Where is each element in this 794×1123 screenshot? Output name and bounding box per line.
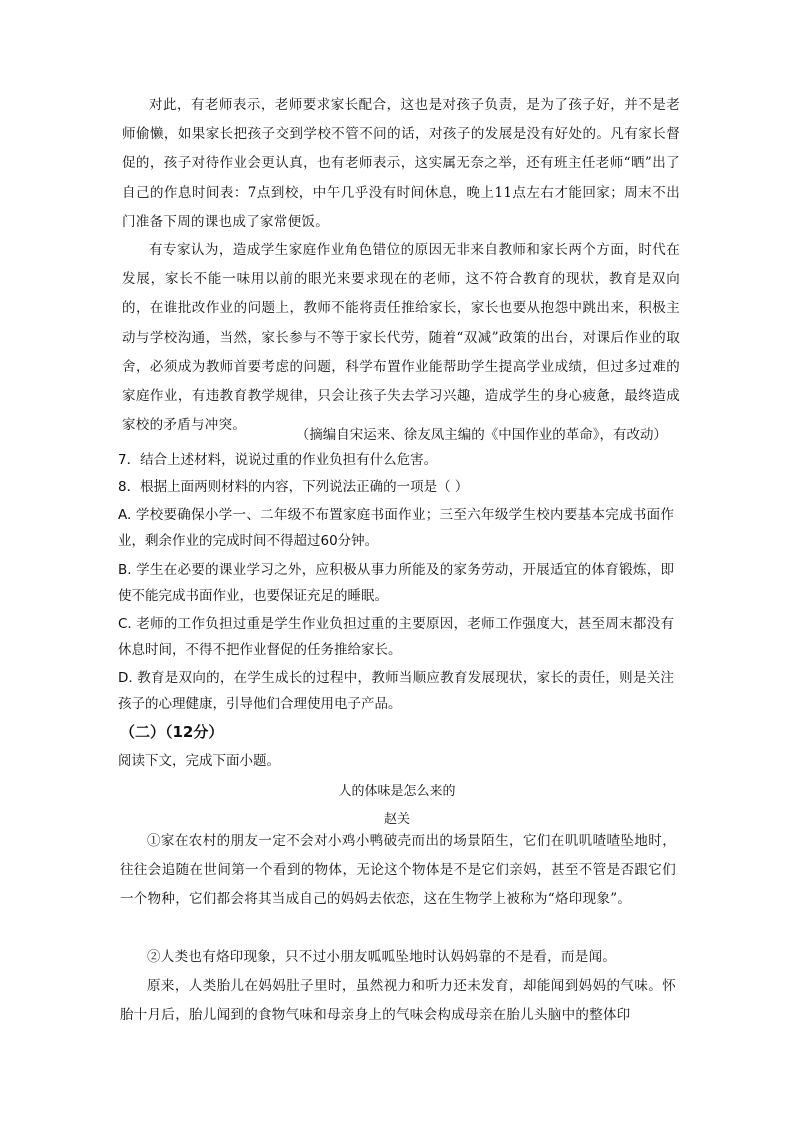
- option-a: A. 学校要确保小学一、二年级不布置家庭书面作业；三至六年级学生校内要基本完成书面作业，剩余作业的完成时间不得超过60分钟。: [118, 507, 674, 549]
- passage1-paragraph-1: 对此，有老师表示，老师要求家长配合，这也是对孩子负责，是为了孩子好，并不是老师偷懒，如果家长把孩子交到学校不管不问的话，对孩子的发展是没有好处的。凡有家长督促的，孩子对待作业会更认真，也有老师表示，这实属无奈之举，还有班主任老师“晒”出了自己的作息时间表：7点到校，中午几乎没有时间休息，晚上11点左右才能回家；周末不出门准备下周的课也成了家常便饭。: [122, 97, 680, 230]
- article-author: 赵关: [383, 812, 410, 827]
- article-paragraph-1: ①家在农村的朋友一定不会对小鸡小鸭破壳而出的场景陌生，它们在叽叽喳喳坠地时，往往会追随在世间第一个看到的物体，无论这个物体是不是它们亲妈，甚至不管是否跟它们一个物种，它们都会将其当成自己的妈妈去依恋，这在生物学上被称为“烙印现象”。: [120, 833, 676, 907]
- option-b: B. 学生在必要的课业学习之外，应积极从事力所能及的家务劳动，开展适宜的体育锻炼，即使不能完成书面作业，也要保证充足的睡眠。: [118, 562, 674, 604]
- article-title: 人的体味是怎么来的: [338, 784, 456, 799]
- passage1-paragraph-2: 有专家认为，造成学生家庭作业角色错位的原因无非来自教师和家长两个方面，时代在发展，家长不能一味用以前的眼光来要求现在的老师，这不符合教育的现状，教育是双向的，在谁批改作业的问题上，教师不能将责任推给家长，家长也要从抱怨中跳出来，积极主动与学校沟通，当然，家长参与不等于家长代劳，随着“双减”政策的出台，对课后作业的取舍，必须成为教师首要考虑的问题，科学布置作业能帮助学生提高学业成绩，但过多过难的家庭作业，有违教育教学规律，只会让孩子失去学习兴趣，造成学生的身心疲惫，最终造成家校的矛盾与冲突。: [122, 242, 680, 434]
- option-c: C. 老师的工作负担过重是学生作业负担过重的主要原因，老师工作强度大，甚至周末都没有休息时间，不得不把作业督促的任务推给家长。: [118, 616, 674, 658]
- article-paragraph-3: 原来，人类胎儿在妈妈肚子里时，虽然视力和听力还未发育，却能闻到妈妈的气味。怀胎十月后，胎儿闻到的食物气味和母亲身上的气味会构成母亲在胎儿头脑中的整体印: [120, 978, 676, 1023]
- section2-heading: （二）（12分）: [120, 723, 224, 741]
- article-paragraph-2: ②人类也有烙印现象，只不过小朋友呱呱坠地时认妈妈靠的不是看，而是闻。: [147, 949, 617, 965]
- section2-instruction: 阅读下文，完成下面小题。: [118, 753, 280, 769]
- question-8: 8．根据上面两则材料的内容，下列说法正确的一项是（ ）: [118, 479, 469, 495]
- question-7: 7．结合上述材料，说说过重的作业负担有什么危害。: [118, 452, 438, 468]
- passage1-source: （摘编自宋运来、徐友凤主编的《中国作业的革命》，有改动）: [295, 427, 667, 443]
- option-d: D. 教育是双向的，在学生成长的过程中，教师当顺应教育发展现状，家长的责任，则是关注孩子的心理健康，引导他们合理使用电子产品。: [118, 670, 674, 712]
